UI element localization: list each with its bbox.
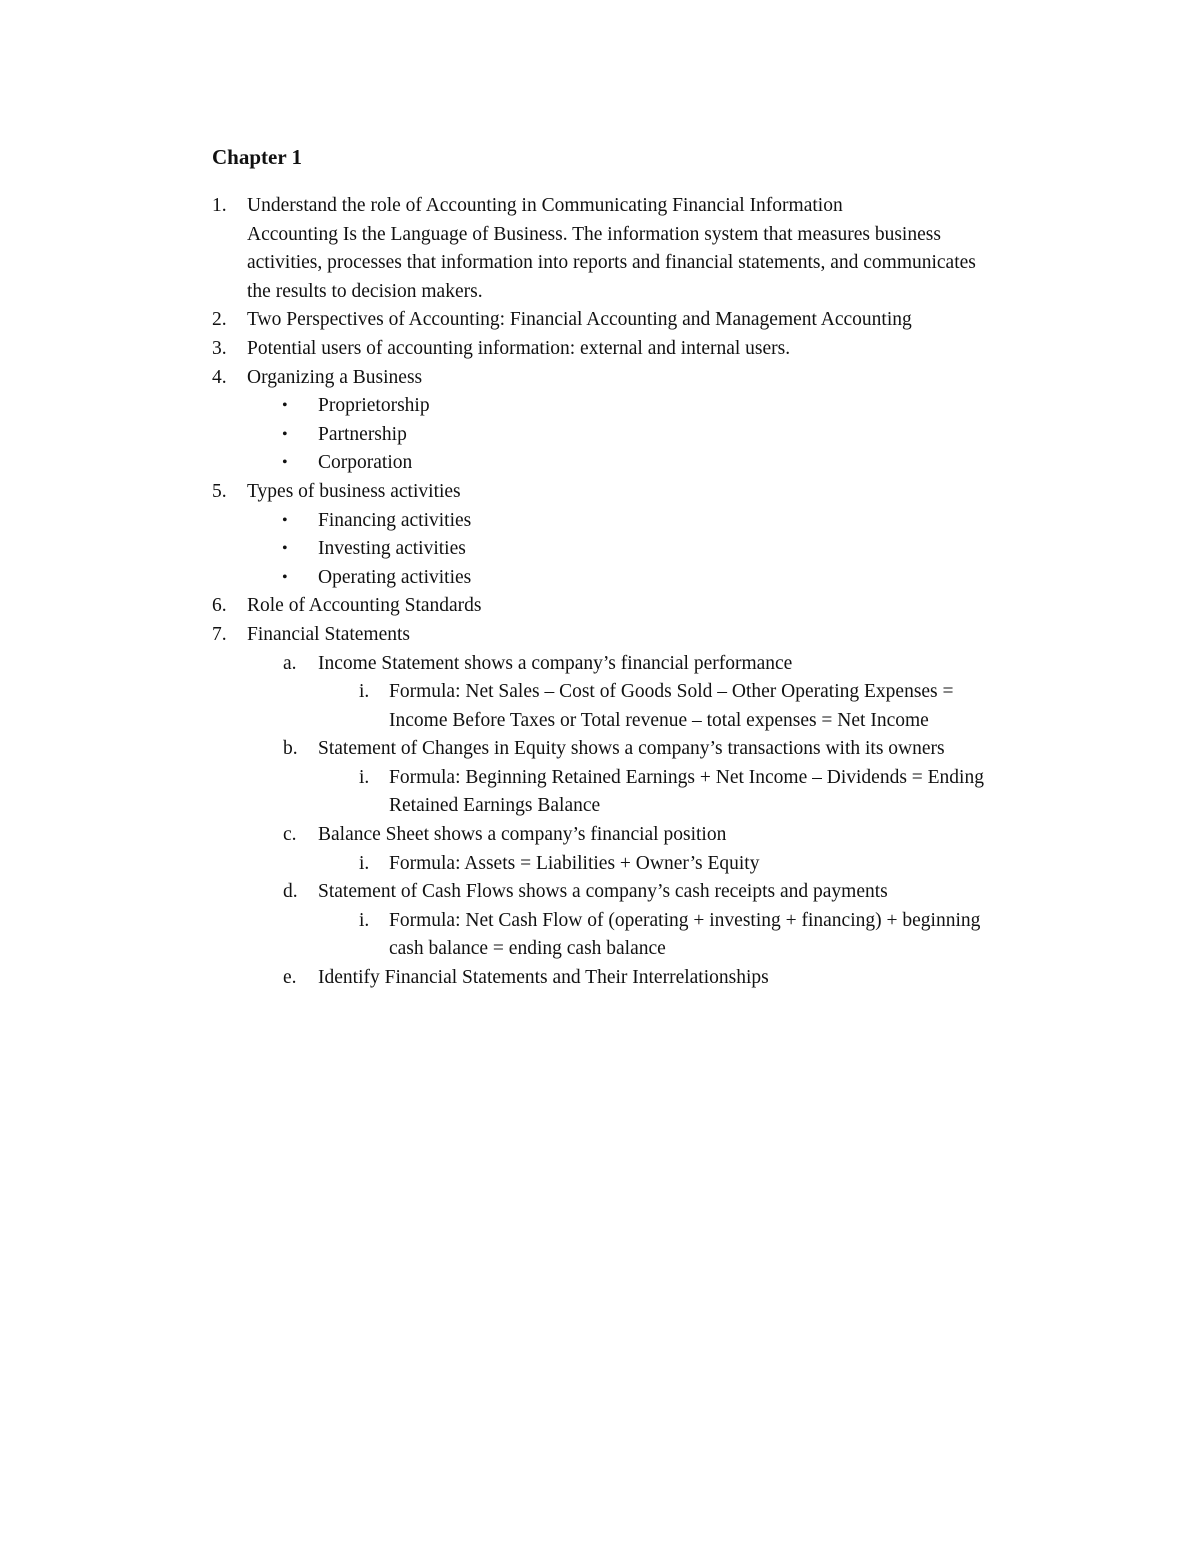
- roman-numeral: i.: [359, 766, 370, 788]
- bullet-text: Proprietorship: [318, 395, 430, 417]
- bullet-item: [212, 535, 1072, 564]
- item-1-body-line: [212, 249, 1072, 278]
- list-number: 1.: [212, 195, 227, 216]
- list-number: 6.: [212, 595, 227, 617]
- list-item-text: Financial Statements: [247, 623, 411, 645]
- bullet-text: Partnership: [318, 423, 407, 445]
- formula-text: Formula: Beginning Retained Earnings + Net Income – Dividends = Ending: [389, 766, 984, 788]
- sub-item-text: Balance Sheet shows a company’s financial position: [318, 824, 727, 846]
- formula-item: [212, 678, 1072, 707]
- bullet-text: Investing activities: [318, 538, 466, 560]
- formula-text: Income Before Taxes or Total revenue – total expenses = Net Income: [389, 709, 929, 731]
- formula-item: [212, 907, 1072, 936]
- bullet-item: [212, 392, 1072, 421]
- bullet-text: Financing activities: [318, 509, 472, 531]
- bullet-icon: •: [282, 511, 288, 529]
- list-item-2: [212, 306, 1072, 335]
- list-item-3: [212, 335, 1072, 364]
- item-1-body-line: [212, 278, 1072, 307]
- list-item-text: Two Perspectives of Accounting: Financial Accounting and Management Accounting: [247, 309, 912, 331]
- list-item-text: Understand the role of Accounting in Communicating Financial Information: [247, 195, 843, 216]
- formula-continuation: [212, 935, 1072, 964]
- list-item-4: [212, 364, 1072, 393]
- list-item-5: [212, 478, 1072, 507]
- roman-numeral: i.: [359, 852, 370, 874]
- sub-letter: a.: [283, 652, 297, 674]
- formula-item: [212, 850, 1072, 879]
- sub-item-a: [212, 650, 1072, 679]
- list-item-text: Types of business activities: [247, 480, 461, 502]
- formula-text: cash balance = ending cash balance: [389, 938, 666, 960]
- list-item-text: Potential users of accounting information: external and internal users.: [247, 337, 791, 359]
- bullet-text: Operating activities: [318, 566, 472, 588]
- page-title: Chapter 1: [212, 145, 303, 169]
- list-item-1: [212, 192, 1072, 221]
- bullet-item: [212, 449, 1072, 478]
- item-1-body-line: [212, 221, 1072, 250]
- bullet-text: Corporation: [318, 452, 413, 474]
- sub-letter: d.: [283, 881, 298, 903]
- bullet-icon: •: [282, 425, 288, 443]
- bullet-item: [212, 507, 1072, 536]
- bullet-icon: •: [282, 454, 288, 472]
- formula-continuation: [212, 792, 1072, 821]
- list-number: 4.: [212, 366, 227, 388]
- document-body: [212, 142, 1072, 993]
- bullet-icon: •: [282, 568, 288, 586]
- sub-item-e: [212, 964, 1072, 993]
- sub-item-d: [212, 878, 1072, 907]
- formula-continuation: [212, 707, 1072, 736]
- formula-text: Formula: Net Sales – Cost of Goods Sold – Other Operating Expenses =: [389, 681, 954, 703]
- formula-text: Formula: Net Cash Flow of (operating + investing + financing) + beginning: [389, 909, 981, 931]
- list-item-7: [212, 621, 1072, 650]
- list-item-text: Organizing a Business: [247, 366, 423, 388]
- bullet-icon: •: [282, 540, 288, 558]
- bullet-item: [212, 564, 1072, 593]
- sub-letter: c.: [283, 824, 297, 846]
- bullet-item: [212, 421, 1072, 450]
- roman-numeral: i.: [359, 681, 370, 703]
- list-number: 5.: [212, 480, 227, 502]
- sub-item-text: Statement of Cash Flows shows a company’s cash receipts and payments: [318, 881, 888, 903]
- list-item-text: Role of Accounting Standards: [247, 595, 482, 617]
- sub-item-text: Identify Financial Statements and Their Interrelationships: [318, 967, 769, 989]
- roman-numeral: i.: [359, 909, 370, 931]
- formula-text: Retained Earnings Balance: [389, 795, 601, 817]
- list-item-6: [212, 592, 1072, 621]
- formula-item: [212, 764, 1072, 793]
- bullet-icon: •: [282, 397, 288, 415]
- body-text: activities, processes that information into reports and financial statements, and communicates: [247, 252, 976, 274]
- sub-item-text: Statement of Changes in Equity shows a company’s transactions with its owners: [318, 738, 945, 760]
- sub-item-c: [212, 821, 1072, 850]
- sub-letter: e.: [283, 967, 297, 989]
- list-number: 7.: [212, 623, 227, 645]
- sub-letter: b.: [283, 738, 298, 760]
- body-text: the results to decision makers.: [247, 280, 483, 302]
- sub-item-b: [212, 735, 1072, 764]
- list-number: 3.: [212, 337, 227, 359]
- body-text: Accounting Is the Language of Business. The information system that measures business: [247, 223, 941, 245]
- formula-text: Formula: Assets = Liabilities + Owner’s Equity: [389, 852, 760, 874]
- sub-item-text: Income Statement shows a company’s financial performance: [318, 652, 793, 674]
- list-number: 2.: [212, 309, 227, 331]
